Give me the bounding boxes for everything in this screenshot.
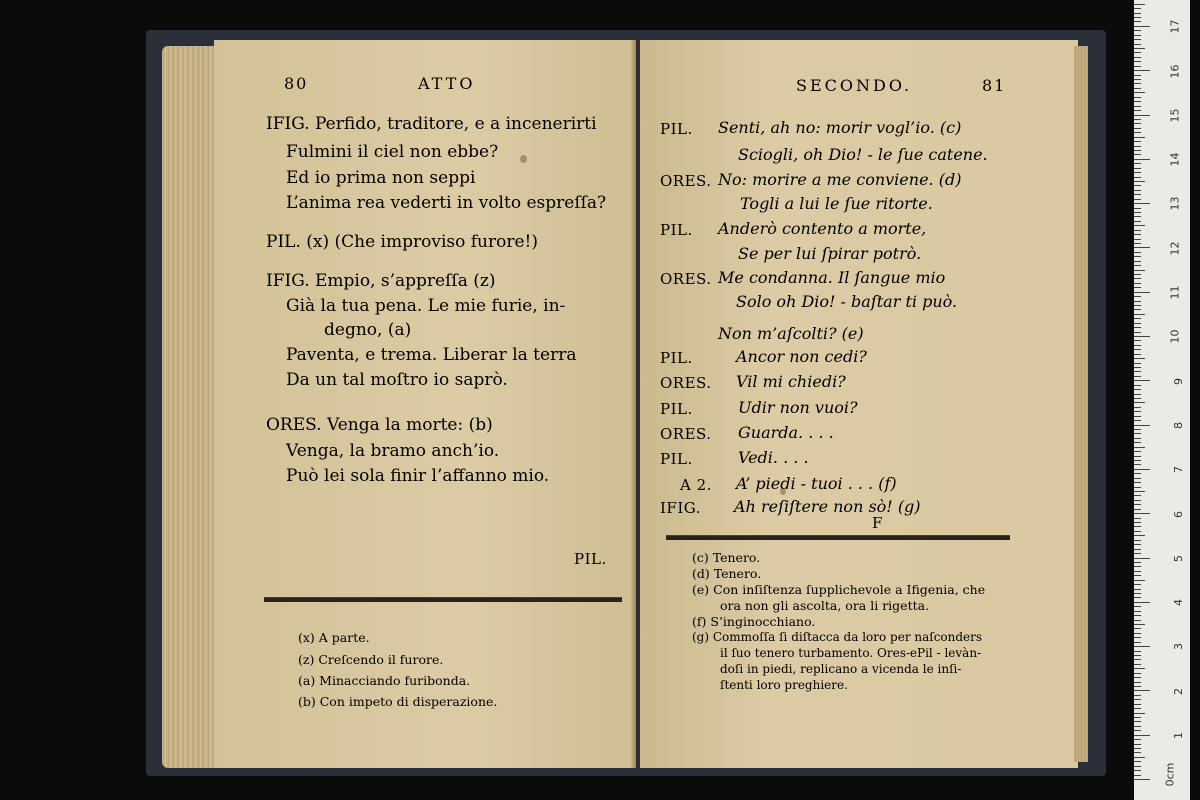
ruler-tick [1134, 13, 1141, 14]
ruler-number: 13 [1168, 196, 1182, 211]
ruler-tick [1134, 354, 1141, 355]
ruler-tick [1134, 256, 1141, 257]
ruler-tick [1134, 336, 1150, 337]
ruler-tick [1134, 154, 1141, 155]
ruler-tick [1134, 482, 1141, 483]
ink-stain [780, 488, 786, 495]
ruler-tick [1134, 655, 1141, 656]
ruler-tick [1134, 420, 1141, 421]
ruler-tick [1134, 97, 1141, 98]
ruler-tick [1134, 775, 1141, 776]
ruler-tick [1134, 664, 1141, 665]
ruler-tick [1134, 531, 1141, 532]
ruler-tick [1134, 726, 1141, 727]
text-line: PIL. (x) (Che improviso furore!) [266, 232, 539, 252]
ruler-tick [1134, 690, 1150, 691]
dialogue-line: Togli a lui le ſue ritorte. [740, 194, 933, 213]
dialogue-line: A’ piedi - tuoi . . . (f) [736, 474, 897, 493]
ruler-tick [1134, 491, 1145, 492]
left-running-head: ATTO [418, 74, 476, 93]
dialogue-line: Sciogli, oh Dio! - le ſue catene. [738, 145, 988, 164]
ruler-number: 6 [1172, 510, 1185, 518]
footnote: il ſuo tenero turbamento. Ores-ePil - levàn- [720, 646, 982, 660]
ruler-tick [1134, 52, 1141, 53]
dialogue-line: Udir non vuoi? [738, 398, 858, 417]
dialogue-line: Non m’aſcolti? (e) [718, 324, 864, 343]
ruler-tick [1134, 199, 1141, 200]
ruler-tick [1134, 429, 1141, 430]
dialogue-line: Se per lui ſpirar potrò. [738, 244, 922, 263]
ruler-tick [1134, 478, 1141, 479]
footnote: ſtenti loro preghiere. [720, 678, 848, 692]
text-line: L’anima rea vederti in volto espreſſa? [286, 193, 607, 213]
ruler-tick [1134, 123, 1141, 124]
speaker-label: PIL. [660, 349, 693, 367]
ruler-tick [1134, 708, 1141, 709]
speaker-label: A 2. [680, 476, 712, 494]
ruler-tick [1134, 411, 1141, 412]
ruler-tick [1134, 367, 1141, 368]
dialogue-line: Me condanna. Il ſangue mio [718, 268, 946, 287]
ruler-tick [1134, 270, 1145, 271]
ruler-tick [1134, 172, 1141, 173]
ruler-tick [1134, 44, 1141, 45]
ruler-tick [1134, 589, 1141, 590]
measuring-ruler [1134, 0, 1190, 800]
ruler-tick [1134, 770, 1141, 771]
ruler-unit-label: 0cm [1163, 762, 1177, 787]
footnote: (x) A parte. [298, 630, 370, 645]
ruler-number: 4 [1172, 599, 1185, 607]
ruler-tick [1134, 407, 1141, 408]
ruler-tick [1134, 686, 1141, 687]
right-running-head: SECONDO. [796, 76, 913, 95]
ruler-tick [1134, 580, 1145, 581]
speaker-label: IFIG. [660, 499, 701, 517]
ruler-tick [1134, 717, 1141, 718]
ruler-tick [1134, 75, 1141, 76]
footnote: (d) Tenero. [692, 566, 762, 581]
page-edges-right [1074, 46, 1088, 762]
footnote: ora non gli ascolta, ora li rigetta. [720, 598, 930, 613]
ruler-tick [1134, 21, 1141, 22]
text-line: IFIG. Empio, s’appreſſa (z) [266, 271, 496, 291]
ruler-number: 9 [1172, 377, 1185, 385]
ruler-tick [1134, 212, 1141, 213]
ruler-tick [1134, 265, 1141, 266]
ruler-tick [1134, 571, 1141, 572]
ruler-tick [1134, 203, 1150, 204]
ruler-tick [1134, 628, 1141, 629]
ruler-tick [1134, 106, 1141, 107]
left-page-number: 80 [284, 74, 309, 93]
ruler-tick [1134, 540, 1141, 541]
ruler-tick [1134, 633, 1141, 634]
ruler-tick [1134, 602, 1150, 603]
ruler-tick [1134, 137, 1145, 138]
ruler-tick [1134, 620, 1141, 621]
ruler-tick [1134, 119, 1141, 120]
ruler-tick [1134, 398, 1141, 399]
dialogue-line: Vedi. . . . [738, 448, 809, 467]
ruler-tick [1134, 66, 1141, 67]
ruler-tick [1134, 177, 1141, 178]
ruler-tick [1134, 230, 1141, 231]
ruler-tick [1134, 380, 1150, 381]
ruler-tick [1134, 518, 1141, 519]
text-line: Può lei sola finir l’affanno mio. [286, 466, 550, 486]
dialogue-line: Ancor non cedi? [736, 347, 867, 366]
ruler-tick [1134, 376, 1141, 377]
ruler-tick [1134, 673, 1141, 674]
ruler-tick [1134, 234, 1141, 235]
ruler-tick [1134, 584, 1141, 585]
ruler-tick [1134, 615, 1141, 616]
catchword: PIL. [574, 550, 607, 568]
ruler-tick [1134, 349, 1141, 350]
ruler-tick [1134, 416, 1141, 417]
ruler-tick [1134, 677, 1141, 678]
ruler-tick [1134, 345, 1141, 346]
ruler-tick [1134, 495, 1141, 496]
ruler-tick [1134, 699, 1141, 700]
ruler-tick [1134, 79, 1141, 80]
ruler-tick [1134, 61, 1141, 62]
ruler-tick [1134, 305, 1141, 306]
ruler-tick [1134, 168, 1141, 169]
speaker-label: ORES. [660, 374, 712, 392]
ruler-tick [1134, 115, 1150, 116]
ruler-tick [1134, 318, 1141, 319]
ruler-tick [1134, 500, 1141, 501]
speaker-label: PIL. [660, 221, 693, 239]
ruler-number: 5 [1172, 554, 1185, 562]
ruler-tick [1134, 296, 1141, 297]
ruler-tick [1134, 327, 1141, 328]
ruler-tick [1134, 247, 1150, 248]
ruler-number: 8 [1172, 421, 1185, 429]
ruler-tick [1134, 323, 1141, 324]
text-line: Fulmini il ciel non ebbe? [286, 142, 499, 162]
ruler-tick [1134, 464, 1141, 465]
ruler-tick [1134, 261, 1141, 262]
ruler-tick [1134, 150, 1141, 151]
ruler-tick [1134, 243, 1141, 244]
ruler-tick [1134, 566, 1141, 567]
ruler-tick [1134, 779, 1150, 780]
ruler-tick [1134, 363, 1141, 364]
ruler-tick [1134, 332, 1141, 333]
ruler-tick [1134, 225, 1145, 226]
ruler-tick [1134, 535, 1145, 536]
ruler-tick [1134, 522, 1141, 523]
ruler-number: 16 [1168, 64, 1182, 78]
ruler-tick [1134, 283, 1141, 284]
ruler-tick [1134, 389, 1141, 390]
ruler-number: 1 [1172, 732, 1185, 739]
footnote-rule [264, 597, 622, 602]
ruler-tick [1134, 314, 1145, 315]
ruler-tick [1134, 301, 1141, 302]
ruler-tick [1134, 544, 1141, 545]
ruler-tick [1134, 110, 1141, 111]
ruler-tick [1134, 704, 1141, 705]
ruler-tick [1134, 513, 1150, 514]
ruler-tick [1134, 659, 1141, 660]
ruler-number: 3 [1172, 643, 1185, 651]
ruler-tick [1134, 553, 1141, 554]
ruler-tick [1134, 190, 1141, 191]
ruler-tick [1134, 593, 1141, 594]
text-line: degno, (a) [324, 320, 412, 340]
right-page-number: 81 [982, 76, 1007, 95]
ruler-tick [1134, 460, 1141, 461]
dialogue-line: Ah reſiſtere non sò! (g) [734, 497, 921, 516]
speaker-label: ORES. [660, 270, 712, 288]
speaker-label: PIL. [660, 400, 693, 418]
ruler-tick [1134, 70, 1150, 71]
ruler-tick [1134, 611, 1141, 612]
dialogue-line: Solo oh Dio! - baſtar ti può. [736, 292, 958, 311]
ruler-tick [1134, 744, 1141, 745]
ruler-number: 17 [1168, 19, 1182, 34]
ruler-tick [1134, 287, 1141, 288]
ruler-tick [1134, 26, 1150, 27]
text-line: Paventa, e trema. Liberar la terra [286, 345, 577, 365]
page-edges-left [162, 46, 218, 768]
ruler-tick [1134, 624, 1145, 625]
ruler-tick [1134, 208, 1141, 209]
ruler-tick [1134, 292, 1150, 293]
ruler-tick [1134, 159, 1150, 160]
ruler-tick [1134, 487, 1141, 488]
footnote: (b) Con impeto di disperazione. [298, 694, 498, 709]
ruler-tick [1134, 239, 1141, 240]
ruler-tick [1134, 278, 1141, 279]
ruler-tick [1134, 17, 1141, 18]
speaker-label: PIL. [660, 450, 693, 468]
text-line: Già la tua pena. Le mie furie, in- [286, 296, 566, 316]
footnote: doſi in piedi, replicano a vicenda le inſi- [720, 662, 962, 676]
ruler-tick [1134, 394, 1141, 395]
ruler-tick [1134, 473, 1141, 474]
speaker-label: ORES. [660, 425, 712, 443]
footnote: (z) Creſcendo il furore. [298, 652, 444, 667]
ruler-number: 10 [1168, 329, 1182, 344]
ruler-tick [1134, 252, 1141, 253]
ruler-number: 15 [1168, 108, 1182, 123]
ruler-tick [1134, 358, 1145, 359]
ruler-tick [1134, 309, 1141, 310]
ruler-tick [1134, 713, 1145, 714]
ruler-tick [1134, 752, 1141, 753]
ruler-tick [1134, 194, 1141, 195]
ruler-number: 14 [1168, 152, 1182, 167]
ruler-tick [1134, 509, 1141, 510]
footnote-rule [666, 535, 1010, 540]
ruler-tick [1134, 642, 1141, 643]
ruler-tick [1134, 597, 1141, 598]
text-line: ORES. Venga la morte: (b) [266, 415, 493, 435]
ruler-tick [1134, 695, 1141, 696]
dialogue-line: Senti, ah no: morir vogl’io. (c) [718, 118, 962, 137]
ruler-tick [1134, 132, 1141, 133]
ruler-tick [1134, 221, 1141, 222]
ruler-tick [1134, 526, 1141, 527]
ruler-tick [1134, 274, 1141, 275]
footnote: (g) Commoſſa ſi diſtacca da loro per naſconders [692, 630, 983, 644]
ruler-tick [1134, 88, 1141, 89]
ruler-tick [1134, 504, 1141, 505]
ruler-tick [1134, 433, 1141, 434]
footnote: (a) Minacciando furibonda. [298, 673, 471, 688]
ruler-tick [1134, 739, 1141, 740]
ruler-tick [1134, 48, 1145, 49]
ruler-tick [1134, 766, 1141, 767]
ruler-tick [1134, 456, 1141, 457]
ruler-tick [1134, 646, 1150, 647]
ruler-tick [1134, 637, 1141, 638]
ruler-tick [1134, 340, 1141, 341]
footnote: (f) S’inginocchiano. [692, 614, 816, 629]
ruler-tick [1134, 385, 1141, 386]
ruler-tick [1134, 562, 1141, 563]
ruler-tick [1134, 35, 1141, 36]
ruler-tick [1134, 606, 1141, 607]
ruler-tick [1134, 141, 1141, 142]
footnote: (e) Con inſiſtenza ſupplichevole a Ifigenia, che [692, 582, 986, 597]
speaker-label: ORES. [660, 172, 712, 190]
ruler-tick [1134, 83, 1141, 84]
ruler-number: 2 [1172, 687, 1185, 695]
ruler-tick [1134, 721, 1141, 722]
ruler-tick [1134, 682, 1141, 683]
ruler-tick [1134, 101, 1141, 102]
dialogue-line: No: morire a me conviene. (d) [718, 170, 962, 189]
ruler-tick [1134, 402, 1145, 403]
speaker-label: PIL. [660, 120, 693, 138]
ruler-tick [1134, 39, 1141, 40]
text-line: Ed io prima non seppi [286, 168, 476, 188]
ruler-number: 12 [1168, 241, 1182, 256]
ruler-tick [1134, 469, 1150, 470]
ruler-tick [1134, 185, 1141, 186]
ruler-tick [1134, 92, 1145, 93]
ruler-tick [1134, 730, 1141, 731]
ruler-tick [1134, 761, 1141, 762]
ruler-tick [1134, 442, 1141, 443]
ruler-tick [1134, 30, 1141, 31]
ruler-tick [1134, 757, 1145, 758]
ink-stain [520, 155, 527, 163]
text-line: IFIG. Perfido, traditore, e a incenerirti [266, 114, 597, 134]
ruler-tick [1134, 146, 1141, 147]
ruler-tick [1134, 181, 1145, 182]
dialogue-line: Anderò contento a morte, [718, 219, 927, 238]
ruler-tick [1134, 425, 1150, 426]
text-line: Venga, la bramo anch’io. [286, 441, 500, 461]
ruler-tick [1134, 216, 1141, 217]
dialogue-line: Guarda. . . . [738, 423, 834, 442]
ruler-tick [1134, 748, 1141, 749]
footnote: (c) Tenero. [692, 550, 761, 565]
signature-mark: F [872, 514, 883, 532]
ruler-tick [1134, 735, 1150, 736]
ruler-tick [1134, 447, 1145, 448]
dialogue-line: Vil mi chiedi? [736, 372, 846, 391]
ruler-tick [1134, 558, 1150, 559]
ruler-number: 11 [1168, 285, 1182, 300]
ruler-tick [1134, 128, 1141, 129]
ruler-tick [1134, 668, 1145, 669]
ruler-tick [1134, 651, 1141, 652]
ruler-tick [1134, 163, 1141, 164]
ruler-number: 7 [1172, 466, 1185, 474]
ruler-tick [1134, 438, 1141, 439]
ruler-tick [1134, 451, 1141, 452]
text-line: Da un tal moſtro io saprò. [286, 370, 508, 390]
ruler-tick [1134, 4, 1145, 5]
ruler-tick [1134, 371, 1141, 372]
ruler-tick [1134, 57, 1141, 58]
ruler-tick [1134, 549, 1141, 550]
ruler-tick [1134, 575, 1141, 576]
ruler-tick [1134, 8, 1141, 9]
